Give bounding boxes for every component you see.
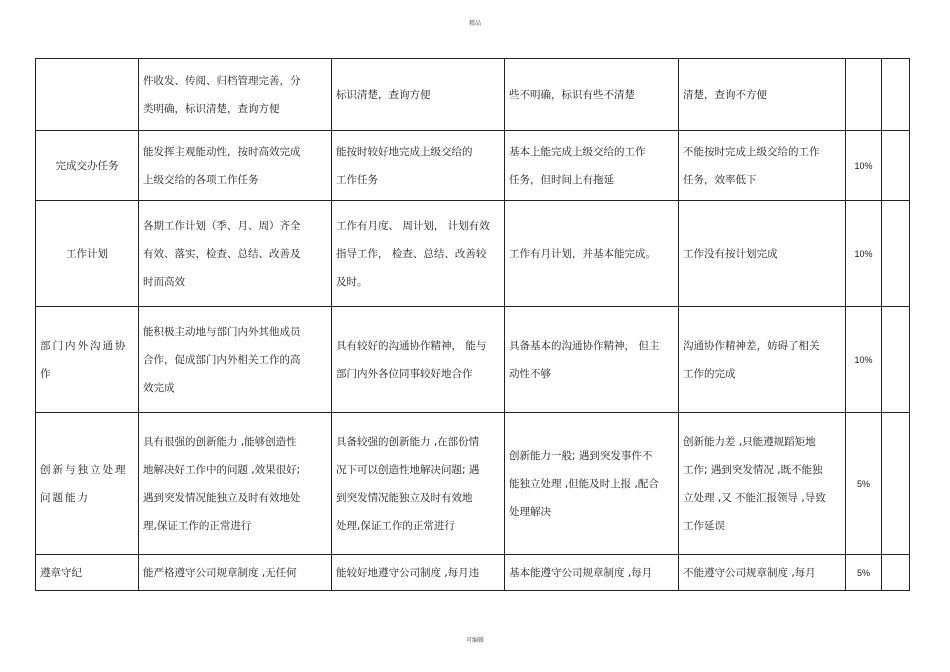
cell-text-line: 工作没有按计划完成 bbox=[683, 247, 778, 260]
score-cell bbox=[882, 555, 910, 591]
cell-text-line: 有效、落实，检查、总结、改善及 bbox=[143, 247, 301, 260]
cell-text-line: 立处理 ,又 不能汇报领导 ,导致 bbox=[683, 491, 826, 504]
cell-text-line: 标识清楚，查询方便 bbox=[336, 88, 431, 101]
criterion-good-cell bbox=[332, 555, 505, 591]
table-row bbox=[36, 555, 910, 591]
table-row bbox=[36, 59, 910, 131]
cell-text-line: 况下可以创造性地解决问题; 遇 bbox=[336, 463, 480, 476]
cell-text-line: 创新能力差 ,只能遵规蹈矩地 bbox=[683, 435, 816, 448]
weight-cell: 10% bbox=[846, 131, 882, 201]
criterion-poor-cell bbox=[679, 59, 846, 131]
weight-cell: 10% bbox=[846, 307, 882, 413]
cell-text-line: 任务，但时间上有拖延 bbox=[509, 173, 614, 186]
cell-text-line: 些不明确，标识有些不清楚 bbox=[509, 88, 635, 101]
cell-text-line: 指导工作， 检查、总结、改善较 bbox=[336, 247, 487, 260]
criterion-average-cell bbox=[505, 413, 679, 555]
page-header: 精品 bbox=[468, 20, 481, 27]
cell-text-line: 具备较强的创新能力 ,在部份情 bbox=[336, 435, 480, 448]
cell-text-line: 时而高效 bbox=[143, 275, 185, 288]
criterion-average-cell bbox=[505, 555, 679, 591]
cell-text-line: 上级交给的各项工作任务 bbox=[143, 173, 259, 186]
cell-text-line: 类明确，标识清楚，查询方便 bbox=[143, 102, 280, 115]
criterion-average-cell bbox=[505, 131, 679, 201]
cell-text-line: 效完成 bbox=[143, 381, 175, 394]
criterion-label bbox=[36, 59, 139, 131]
cell-text-line: 基本上能完成上级交给的工作 bbox=[509, 145, 646, 158]
cell-text-line: 工作; 遇到突发情况 ,既不能独 bbox=[683, 463, 823, 476]
cell-text-line: 各期工作计划（季、月、周）齐全 bbox=[143, 219, 301, 232]
cell-text-line: 能较好地遵守公司制度 ,每月违 bbox=[336, 566, 480, 579]
cell-text-line: 动性不够 bbox=[509, 367, 551, 380]
cell-text-line: 能按时较好地完成上级交给的 bbox=[336, 145, 473, 158]
cell-text-line: 理,保证工作的正常进行 bbox=[143, 519, 252, 532]
criterion-poor-cell bbox=[679, 307, 846, 413]
score-cell bbox=[882, 307, 910, 413]
criterion-label: 工作计划 bbox=[36, 201, 139, 307]
criterion-excellent-cell bbox=[139, 555, 332, 591]
criterion-label: 创新与独立处理问题能力 bbox=[36, 413, 139, 555]
cell-text-line: 工作的完成 bbox=[683, 367, 736, 380]
weight-cell: 10% bbox=[846, 201, 882, 307]
cell-text-line: 任务，效率低下 bbox=[683, 173, 757, 186]
score-cell bbox=[882, 201, 910, 307]
cell-text-line: 具有较好的沟通协作精神， 能与 bbox=[336, 339, 487, 352]
score-cell bbox=[882, 59, 910, 131]
cell-text-line: 工作有月计划，并基本能完成。 bbox=[509, 247, 656, 260]
cell-text-line: 具有很强的创新能力 ,能够创造性 bbox=[143, 435, 297, 448]
weight-cell: 5% bbox=[846, 555, 882, 591]
criterion-good-cell bbox=[332, 59, 505, 131]
score-cell bbox=[882, 131, 910, 201]
criterion-average-cell bbox=[505, 59, 679, 131]
criterion-excellent-cell bbox=[139, 59, 332, 131]
criterion-good-cell bbox=[332, 307, 505, 413]
page-footer: 可编辑 bbox=[465, 637, 484, 644]
cell-text-line: 不能遵守公司规章制度 ,每月 bbox=[683, 566, 816, 579]
table-row bbox=[36, 201, 910, 307]
cell-text-line: 基本能遵守公司规章制度 ,每月 bbox=[509, 566, 653, 579]
criterion-poor-cell bbox=[679, 555, 846, 591]
cell-text-line: 能发挥主观能动性，按时高效完成 bbox=[143, 145, 301, 158]
cell-text-line: 工作有月度、 周计划， 计划有效 bbox=[336, 219, 490, 232]
cell-text-line: 工作任务 bbox=[336, 173, 378, 186]
cell-text-line: 能积极主动地与部门内外其他成员 bbox=[143, 325, 301, 338]
cell-text-line: 处理,保证工作的正常进行 bbox=[336, 519, 455, 532]
cell-text-line: 工作延误 bbox=[683, 519, 725, 532]
cell-text-line: 能严格遵守公司规章制度 ,无任何 bbox=[143, 566, 297, 579]
table-row bbox=[36, 131, 910, 201]
cell-text-line: 不能按时完成上级交给的工作 bbox=[683, 145, 820, 158]
table-row bbox=[36, 307, 910, 413]
cell-text-line: 及时。 bbox=[336, 275, 368, 288]
cell-text-line: 沟通协作精神差，妨碍了相关 bbox=[683, 339, 820, 352]
cell-text-line: 创新能力一般; 遇到突发事件不 bbox=[509, 449, 653, 462]
criterion-excellent-cell bbox=[139, 201, 332, 307]
criterion-excellent-cell bbox=[139, 413, 332, 555]
cell-text-line: 处理解决 bbox=[509, 505, 551, 518]
cell-text-line: 具备基本的沟通协作精神， 但主 bbox=[509, 339, 660, 352]
criterion-poor-cell bbox=[679, 131, 846, 201]
criterion-average-cell bbox=[505, 307, 679, 413]
evaluation-table bbox=[35, 58, 910, 591]
cell-text-line: 到突发情况能独立及时有效地 bbox=[336, 491, 473, 504]
criterion-label: 遵章守纪 bbox=[36, 555, 139, 591]
criterion-average-cell bbox=[505, 201, 679, 307]
criterion-good-cell bbox=[332, 131, 505, 201]
cell-text-line: 遇到突发情况能独立及时有效地处 bbox=[143, 491, 301, 504]
cell-text-line: 地解决好工作中的问题 ,效果很好; bbox=[143, 463, 301, 476]
criterion-excellent-cell bbox=[139, 307, 332, 413]
criterion-good-cell bbox=[332, 413, 505, 555]
cell-text-line: 能独立处理 ,但能及时上报 ,配合 bbox=[509, 477, 659, 490]
cell-text-line: 件收发、传阅、归档管理完善，分 bbox=[143, 74, 301, 87]
cell-text-line: 合作，促成部门内外相关工作的高 bbox=[143, 353, 301, 366]
table-row bbox=[36, 413, 910, 555]
weight-cell bbox=[846, 59, 882, 131]
criterion-label: 完成交办任务 bbox=[36, 131, 139, 201]
criterion-label: 部门内外沟通协作 bbox=[36, 307, 139, 413]
cell-text-line: 清楚，查询不方便 bbox=[683, 88, 767, 101]
cell-text-line: 部门内外各位同事较好地合作 bbox=[336, 367, 473, 380]
criterion-poor-cell bbox=[679, 201, 846, 307]
criterion-poor-cell bbox=[679, 413, 846, 555]
weight-cell: 5% bbox=[846, 413, 882, 555]
criterion-good-cell bbox=[332, 201, 505, 307]
score-cell bbox=[882, 413, 910, 555]
criterion-excellent-cell bbox=[139, 131, 332, 201]
